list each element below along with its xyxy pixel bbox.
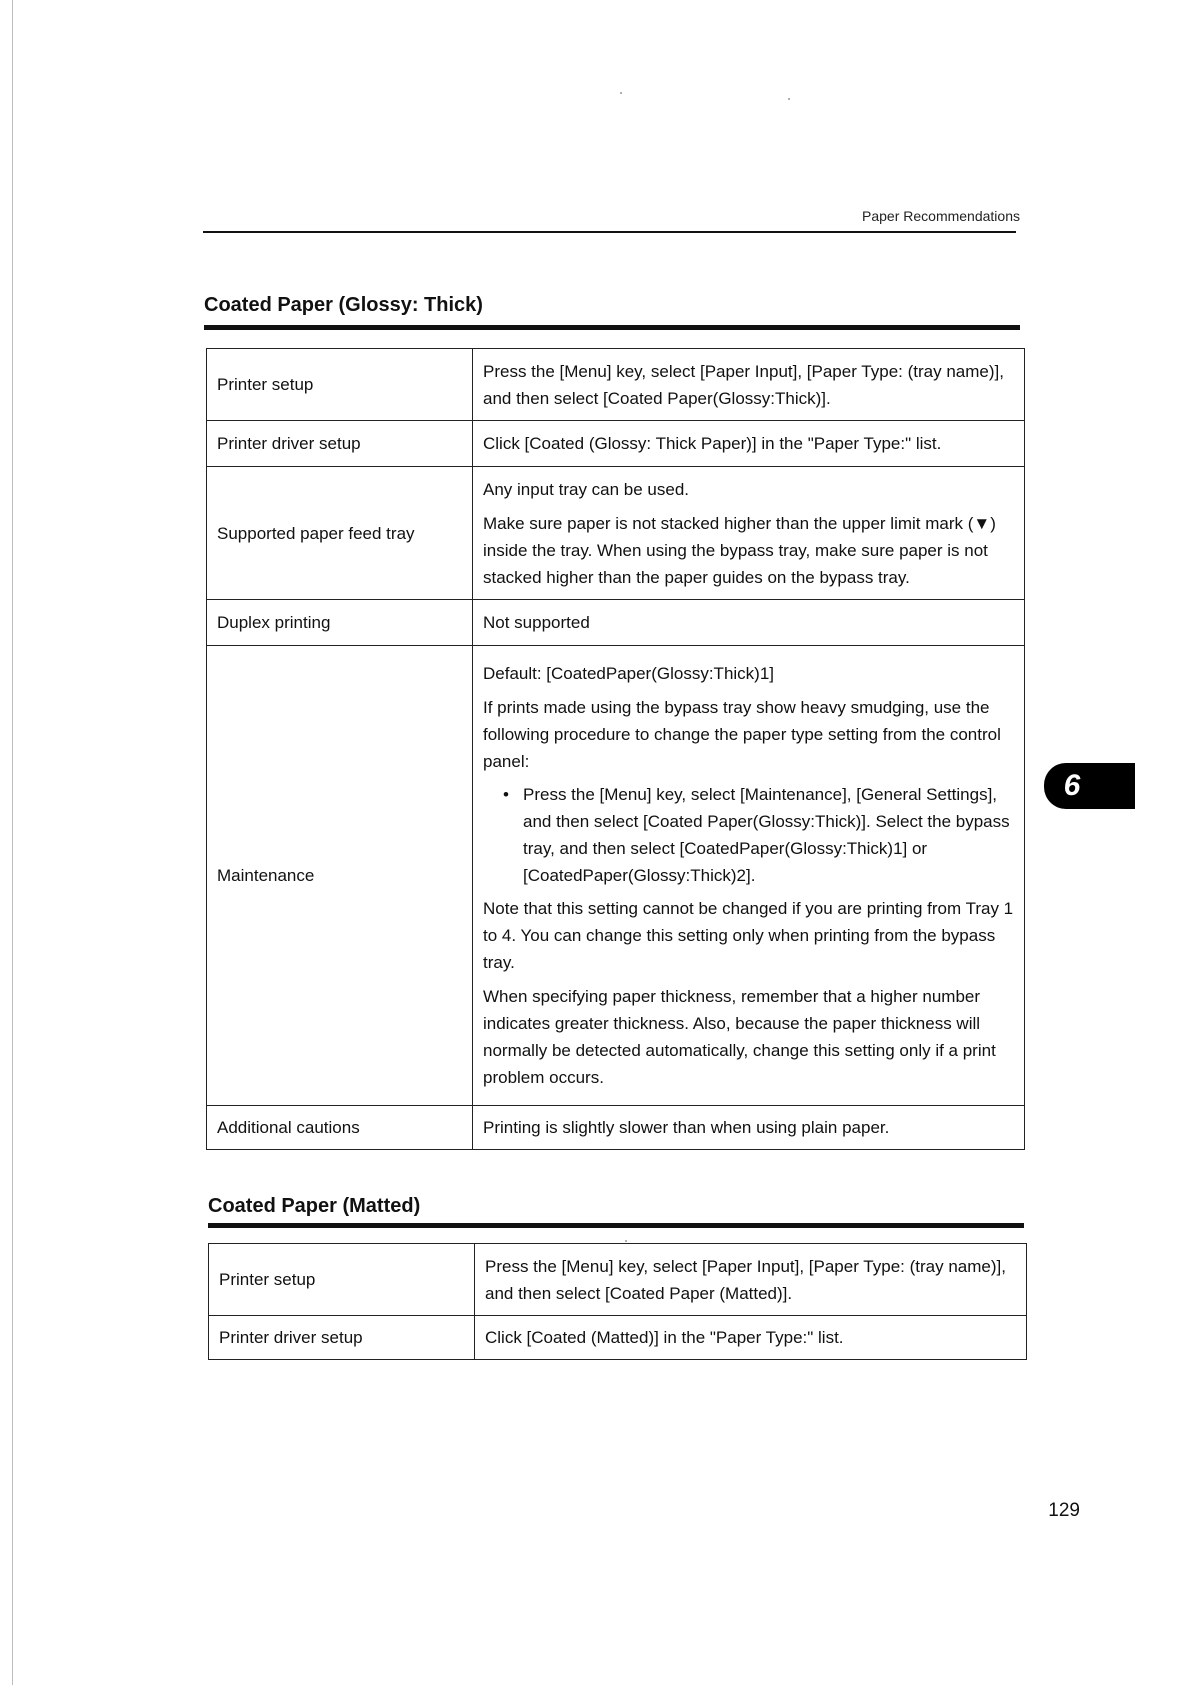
table-row	[209, 1316, 1027, 1360]
row-label: Supported paper feed tray	[207, 467, 473, 600]
procedure-step: • Press the [Menu] key, select [Maintenance], [General Settings], and then select [Coated Paper(Glossy:Thick)]. Select the bypass tray, and then select [CoatedPaper(Glossy:Thick)1] or [CoatedPaper(Glossy:Thick)2].	[523, 781, 1014, 889]
row-value	[475, 1316, 1027, 1360]
value-paragraph: Press the [Menu] key, select [Paper Input], [Paper Type: (tray name)], and then select [Coated Paper (Matted)].	[485, 1256, 1006, 1303]
row-value	[473, 467, 1025, 600]
value-paragraph: Printing is slightly slower than when using plain paper.	[483, 1118, 890, 1137]
scan-speck	[788, 98, 790, 100]
row-value	[473, 349, 1025, 421]
row-label: Additional cautions	[207, 1106, 473, 1150]
value-paragraph: When specifying paper thickness, remember that a higher number indicates greater thickness. Also, because the paper thickness will normally be detected automatically, change this setting only if a print problem occurs.	[483, 987, 996, 1087]
value-paragraph: If prints made using the bypass tray show heavy smudging, use the following procedure to change the paper type setting from the control panel:	[483, 698, 1001, 771]
row-value	[473, 421, 1025, 467]
row-label: Printer setup	[209, 1244, 475, 1316]
scan-edge-line	[12, 0, 13, 1685]
value-paragraph: Make sure paper is not stacked higher than the upper limit mark (▼) inside the tray. When using the bypass tray, make sure paper is not stacked higher than the paper guides on the bypass tray.	[483, 513, 996, 587]
row-value	[475, 1244, 1027, 1316]
table-row	[209, 1244, 1027, 1316]
table-row	[207, 467, 1025, 600]
procedure-list	[483, 781, 1014, 889]
row-label: Maintenance	[207, 646, 473, 1106]
scan-speck	[625, 1240, 627, 1242]
value-paragraph: Click [Coated (Matted)] in the "Paper Type:" list.	[485, 1328, 844, 1347]
value-paragraph: Click [Coated (Glossy: Thick Paper)] in the "Paper Type:" list.	[483, 434, 942, 453]
chapter-tab	[1044, 763, 1135, 809]
row-value	[473, 1106, 1025, 1150]
table-row	[207, 600, 1025, 646]
matted-spec-table	[208, 1243, 1027, 1360]
value-paragraph: Any input tray can be used.	[483, 479, 690, 499]
row-label: Printer driver setup	[209, 1316, 475, 1360]
value-paragraph: Default: [CoatedPaper(Glossy:Thick)1]	[483, 664, 775, 683]
header-rule	[203, 231, 1016, 233]
value-paragraph: Press the [Menu] key, select [Paper Input], [Paper Type: (tray name)], and then select [Coated Paper(Glossy:Thick)].	[483, 361, 1004, 408]
value-paragraph: Not supported	[483, 613, 590, 632]
table-row	[207, 349, 1025, 421]
value-paragraph: Note that this setting cannot be changed if you are printing from Tray 1 to 4. You can change this setting only when printing from the bypass tray.	[483, 899, 1014, 972]
section-title-glossy-thick: Coated Paper (Glossy: Thick)	[204, 294, 483, 316]
row-label: Printer setup	[207, 349, 473, 421]
row-label: Printer driver setup	[207, 421, 473, 467]
section-title-matted: Coated Paper (Matted)	[208, 1195, 421, 1217]
table-row	[207, 646, 1025, 1106]
page-number: 129	[1048, 1500, 1080, 1521]
running-header: Paper Recommendations	[862, 208, 1020, 224]
row-value	[473, 646, 1025, 1106]
section-title-rule	[204, 325, 1020, 330]
scan-speck	[620, 92, 622, 94]
row-value	[473, 600, 1025, 646]
glossy-thick-spec-table	[206, 348, 1025, 1150]
row-label: Duplex printing	[207, 600, 473, 646]
chapter-number: 6	[1063, 769, 1081, 802]
section-title-rule	[208, 1223, 1024, 1228]
table-row	[207, 421, 1025, 467]
table-row	[207, 1106, 1025, 1150]
